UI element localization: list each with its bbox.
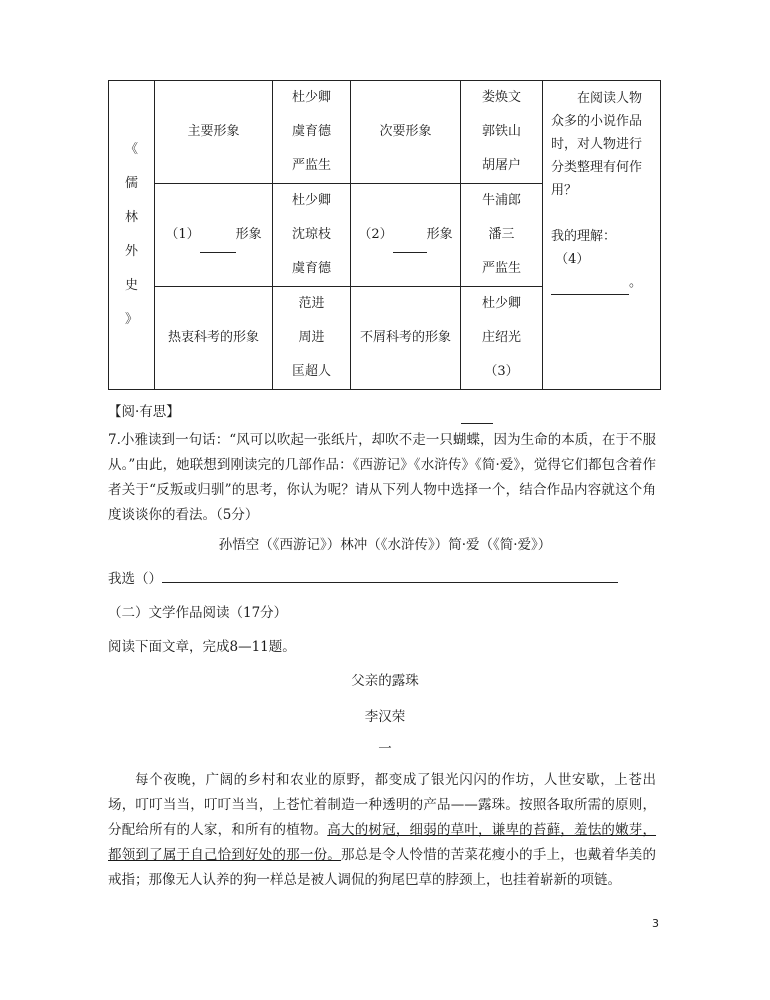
blank-4-suffix: 。 bbox=[629, 275, 643, 290]
choose-label: 我选（） bbox=[108, 571, 162, 587]
underlined-sentence: 高大的树冠，细弱的草叶，谦卑的苔藓，羞怯的嫩芽，都领到了属于自己恰到好处的那一份。 bbox=[108, 822, 657, 863]
character-name: 娄焕文 bbox=[481, 90, 521, 105]
blank-1-names bbox=[273, 184, 351, 287]
secondary-image-names bbox=[461, 81, 543, 184]
question-7-text: 7.小雅读到一句话：“风可以吹起一张纸片，却吹不走一只蝴蝶，因为生命的本质，在于不服从。”由此，她联想到刚读完的几部作品：《西游记》《水浒传》《简·爱》，觉得它们都包含着作者关于“反叛或归驯”的思考，你认为呢？请从下列人物中选择一个，结合作品内容就这个角度谈谈你的看法。（5分） bbox=[108, 432, 656, 523]
character-name: 范进 bbox=[298, 296, 325, 311]
character-name: 牛浦郎 bbox=[481, 193, 521, 208]
reflection-question: 在阅读人物众多的小说作品时，对人物进行分类整理有何作用？ bbox=[551, 91, 643, 198]
book-title-char: 《 bbox=[124, 142, 138, 157]
disdain-exam-names bbox=[461, 287, 543, 390]
article-part-number: 一 bbox=[378, 741, 392, 757]
blank-1-cell bbox=[155, 184, 273, 287]
book-title-char: 儒 bbox=[124, 176, 138, 191]
character-name: 虞育德 bbox=[291, 124, 331, 139]
my-view-label: 我的理解： bbox=[551, 229, 617, 244]
blank-1-label: （1） bbox=[165, 226, 200, 242]
blank-1-suffix: 形象 bbox=[235, 226, 262, 242]
blank-2-suffix: 形象 bbox=[426, 226, 453, 242]
blank-2-label: （2） bbox=[358, 226, 393, 242]
blank-2-input[interactable] bbox=[393, 218, 427, 253]
character-name: 虞育德 bbox=[291, 261, 331, 276]
book-title-char: 史 bbox=[124, 278, 138, 293]
character-name: 杜少卿 bbox=[291, 90, 331, 105]
book-title-char: 外 bbox=[124, 244, 138, 259]
blank-1-input[interactable] bbox=[200, 218, 236, 253]
character-classification-table bbox=[108, 80, 661, 390]
blank-3-cell bbox=[461, 355, 542, 389]
paragraph-text: 那总是令人怜惜的苦菜花瘦小的手上，也戴着华美的戒指；那像无人认养的狗一样总是被人调侃的狗尾巴草的脖颈上，也挂着崭新的项链。 bbox=[108, 847, 657, 888]
section-tag: 【阅·有思】 bbox=[108, 404, 180, 420]
page-number: 3 bbox=[652, 917, 659, 930]
question-7-options: 孙悟空（《西游记》）林冲（《水浒传》）简·爱（《简·爱》） bbox=[218, 537, 552, 553]
blank-3-label: （3） bbox=[484, 364, 519, 379]
paragraph-text: 每个夜晚，广阔的乡村和农业的原野，都变成了银光闪闪的作坊，人世安歇，上苍出场，叮叮当当，叮叮当当，上苍忙着制造一种透明的产品——露珠。按照各取所需的原则，分配给所有的人家，和所有的植物。 bbox=[108, 772, 656, 838]
character-name: 严监生 bbox=[291, 158, 331, 173]
character-name: 潘三 bbox=[488, 227, 515, 242]
character-name: 郭铁山 bbox=[481, 124, 521, 139]
answer-input[interactable] bbox=[162, 568, 618, 583]
keen-exam-names bbox=[273, 287, 351, 390]
character-name: 胡屠户 bbox=[481, 158, 521, 173]
question-7-answer-line bbox=[108, 567, 668, 587]
article-title: 父亲的露珠 bbox=[351, 673, 419, 689]
book-title-char: 》 bbox=[124, 312, 138, 327]
blank-2-names bbox=[461, 184, 543, 287]
blank-4-label: （4） bbox=[555, 252, 590, 267]
main-image-label: 主要形象 bbox=[155, 81, 273, 184]
disdain-exam-label: 不屑科考的形象 bbox=[351, 287, 461, 390]
article-author: 李汉荣 bbox=[364, 709, 406, 725]
book-title-char: 林 bbox=[124, 210, 138, 225]
character-name: 沈琼枝 bbox=[291, 227, 331, 242]
book-title-cell bbox=[109, 81, 155, 390]
character-name: 严监生 bbox=[481, 261, 521, 276]
blank-4-input[interactable] bbox=[551, 271, 629, 295]
article-paragraph-1 bbox=[108, 768, 656, 893]
character-name: 庄绍光 bbox=[481, 330, 521, 345]
character-name: 周进 bbox=[298, 330, 325, 345]
character-name: 杜少卿 bbox=[291, 193, 331, 208]
section-2-title: （二）文学作品阅读（17分） bbox=[108, 605, 288, 621]
character-name: 匡超人 bbox=[291, 364, 331, 379]
reflection-note-cell bbox=[543, 81, 661, 390]
main-image-names bbox=[273, 81, 351, 184]
reading-instruction: 阅读下面文章，完成8—11题。 bbox=[108, 639, 296, 655]
character-name: 杜少卿 bbox=[481, 296, 521, 311]
keen-exam-label: 热衷科考的形象 bbox=[155, 287, 273, 390]
secondary-image-label: 次要形象 bbox=[351, 81, 461, 184]
blank-2-cell bbox=[351, 184, 461, 287]
